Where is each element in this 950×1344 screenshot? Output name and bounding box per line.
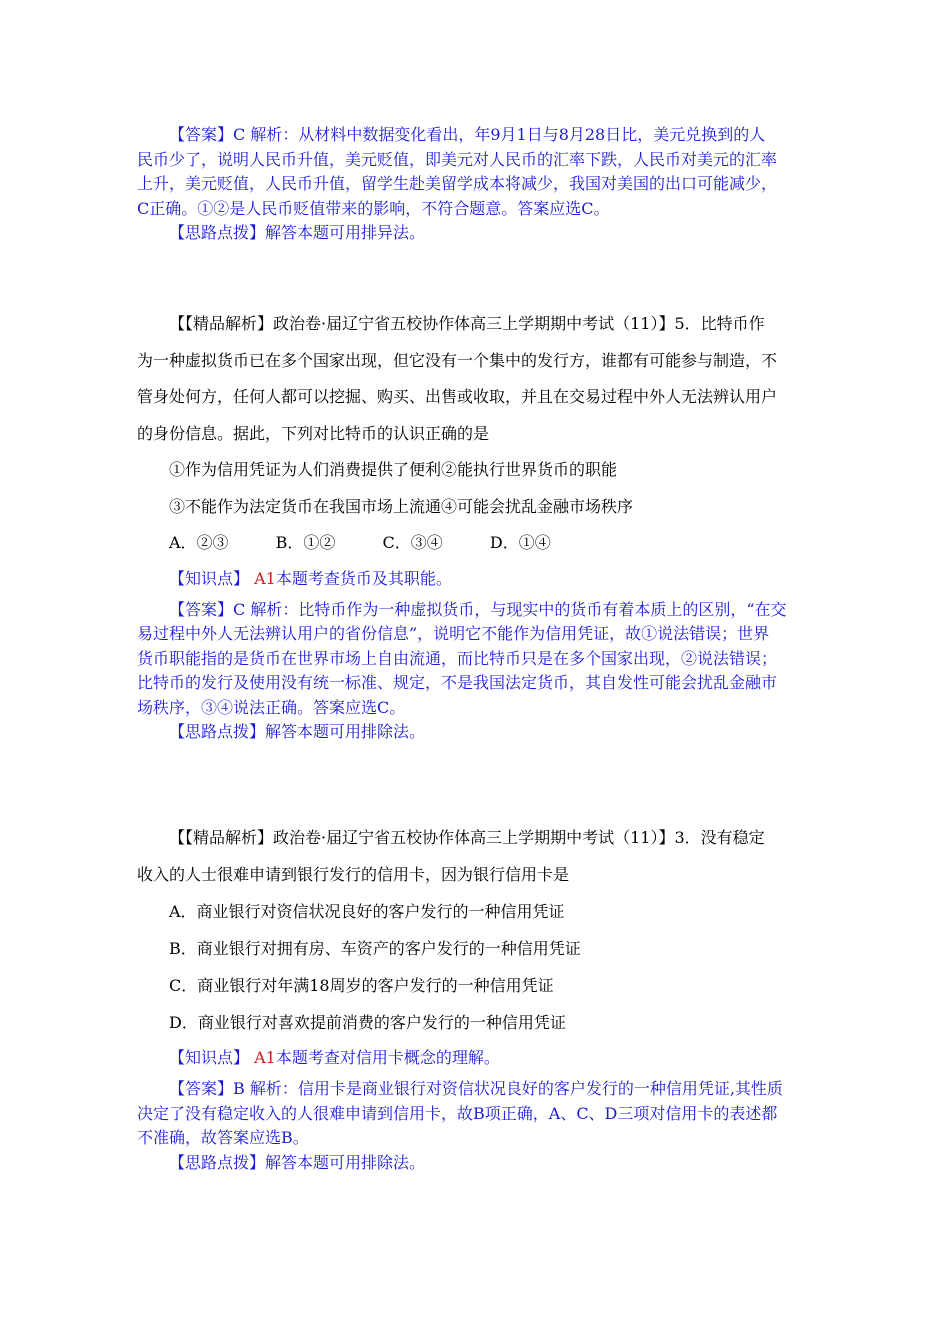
answer-line: 【答案】C 解析：从材料中数据变化看出，年9月1日与8月28日比，美元兑换到的人: [169, 125, 766, 144]
choice-c: C．③④: [382, 533, 443, 552]
choice-b: B．①②: [275, 533, 336, 552]
knowledge-code: A1: [254, 568, 276, 588]
question-line: 【【精品解析】政治卷·届辽宁省五校协作体高三上学期期中考试（11）】5．比特币作: [169, 314, 765, 333]
answer-line: 不准确，故答案应选B。: [137, 1128, 309, 1147]
answer-line: 决定了没有稳定收入的人很难申请到信用卡，故B项正确，A、C、D三项对信用卡的表述都: [137, 1103, 778, 1123]
option-a: A．商业银行对资信状况良好的客户发行的一种信用凭证: [169, 902, 565, 921]
answer-line: 易过程中外人无法辨认用户的省份信息”，说明它不能作为信用凭证，故①说法错误；世界: [137, 624, 770, 643]
tip-line: 【思路点拨】解答本题可用排除法。: [169, 1152, 426, 1172]
answer-line: 【答案】B 解析：信用卡是商业银行对资信状况良好的客户发行的一种信用凭证,其性质: [169, 1079, 783, 1098]
question-line: 【【精品解析】政治卷·届辽宁省五校协作体高三上学期期中考试（11）】3．没有稳定: [169, 828, 765, 847]
question-block-3: [137, 820, 817, 1175]
knowledge-point: [137, 1041, 817, 1075]
answer-line: 民币少了，说明人民币升值，美元贬值，即美元对人民币的汇率下跌，人民币对美元的汇率: [137, 149, 778, 169]
knowledge-label: 【知识点】: [169, 1048, 250, 1067]
question-line: 收入的人士很难申请到银行发行的信用卡，因为银行信用卡是: [137, 864, 570, 884]
statement-line: ③不能作为法定货币在我国市场上流通④可能会扰乱金融市场秩序: [169, 496, 634, 516]
answer-line: 【答案】C 解析：比特币作为一种虚拟货币，与现实中的货币有着本质上的区别，“在交: [169, 599, 787, 619]
answer-line: 上升，美元贬值，人民币升值，留学生赴美留学成本将减少，我国对美国的出口可能减少，: [137, 174, 778, 193]
answer-block-1: [137, 123, 817, 246]
choice-a: A．②③: [169, 533, 229, 552]
statement-line: ①作为信用凭证为人们消费提供了便利②能执行世界货币的职能: [169, 460, 618, 479]
question-line: 的身份信息。据此，下列对比特币的认识正确的是: [137, 423, 490, 443]
choices-row: [137, 525, 817, 562]
question-block-5: [137, 306, 817, 745]
answer-line: 比特币的发行及使用没有统一标准、规定，不是我国法定货币，其自发性可能会扰乱金融市: [137, 673, 778, 692]
knowledge-text: 本题考查对信用卡概念的理解。: [275, 1048, 500, 1067]
answer-line: 场秩序，③④说法正确。答案应选C。: [137, 697, 406, 717]
answer-line: 货币职能指的是货币在世界市场上自由流通，而比特币只是在多个国家出现，②说法错误；: [137, 648, 778, 668]
tip-line: 【思路点拨】解答本题可用排异法。: [169, 223, 426, 242]
answer-line: C正确。①②是人民币贬值带来的影响，不符合题意。答案应选C。: [137, 198, 610, 218]
question-line: 为一种虚拟货币已在多个国家出现，但它没有一个集中的发行方，谁都有可能参与制造，不: [137, 350, 778, 370]
choice-d: D．①④: [489, 533, 551, 552]
option-b: B．商业银行对拥有房、车资产的客户发行的一种信用凭证: [169, 939, 581, 958]
knowledge-text: 本题考查货币及其职能。: [275, 568, 452, 588]
option-c: C．商业银行对年满18周岁的客户发行的一种信用凭证: [169, 976, 554, 995]
question-line: 管身处何方，任何人都可以挖掘、购买、出售或收取，并且在交易过程中外人无法辨认用户: [137, 387, 778, 406]
knowledge-point: [137, 562, 817, 596]
tip-line: 【思路点拨】解答本题可用排除法。: [169, 722, 426, 741]
knowledge-code: A1: [254, 1048, 276, 1067]
option-d: D．商业银行对喜欢提前消费的客户发行的一种信用凭证: [169, 1013, 566, 1032]
knowledge-label: 【知识点】: [169, 568, 250, 588]
